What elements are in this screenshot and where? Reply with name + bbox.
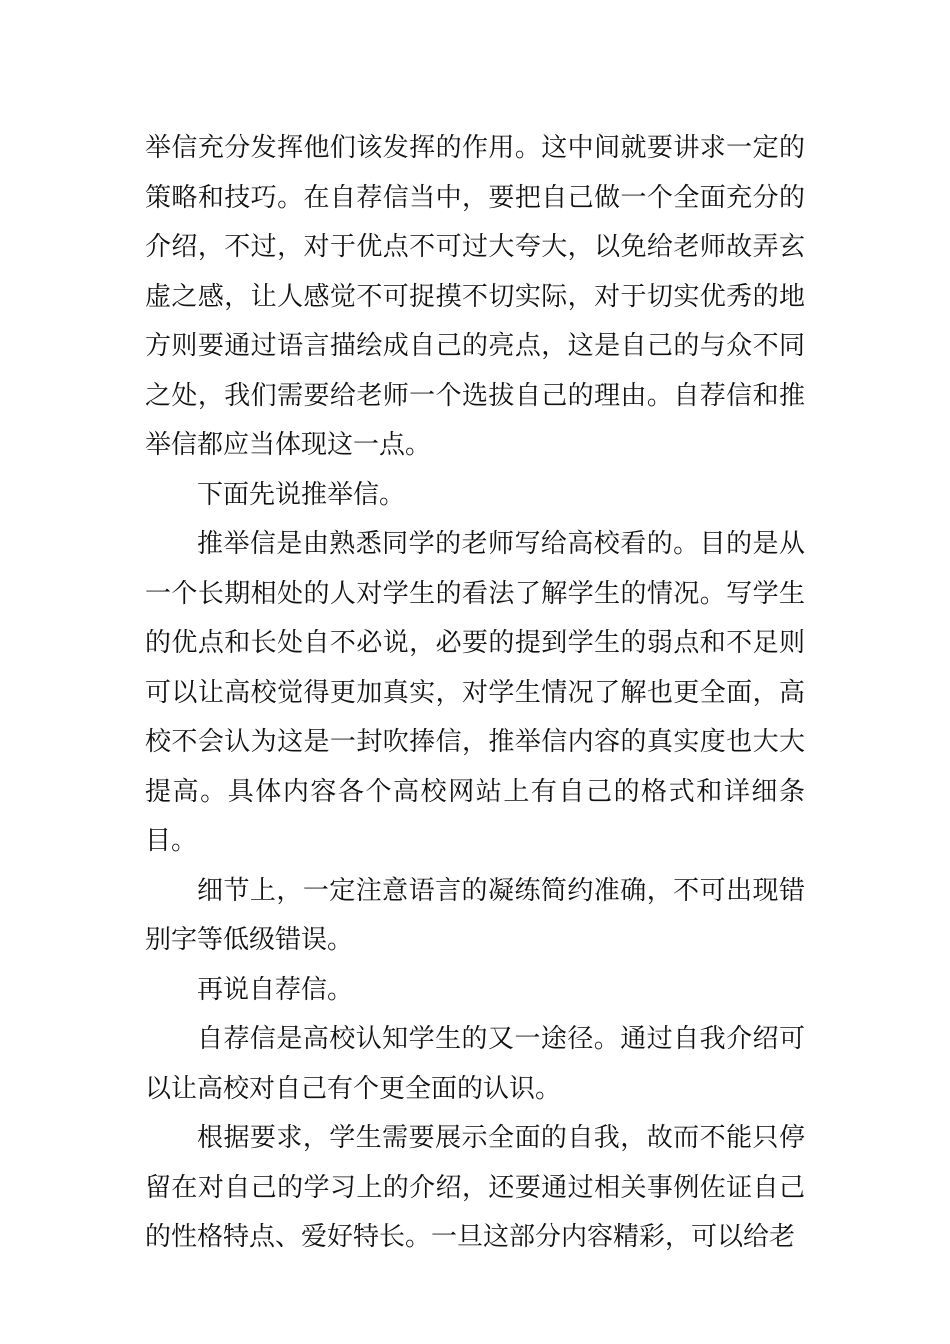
paragraph-requirements: 根据要求，学生需要展示全面的自我，故而不能只停留在对自己的学习上的介绍，还要通过相关事例佐证自己的性格特点、爱好特长。一旦这部分内容精彩，可以给老: [145, 1123, 805, 1252]
paragraph-self-recommendation-heading: 再说自荐信。: [197, 974, 354, 1005]
paragraph-details-note: 细节上，一定注意语言的凝练简约准确，不可出现错别字等低级错误。: [145, 875, 805, 955]
document-body: [145, 124, 805, 1263]
paragraph-self-recommendation-body: 自荐信是高校认知学生的又一途径。通过自我介绍可以让高校对自己有个更全面的认识。: [145, 1024, 805, 1104]
paragraph-recommendation-heading: 下面先说推举信。: [197, 479, 406, 510]
paragraph-intro: 举信充分发挥他们该发挥的作用。这中间就要讲求一定的策略和技巧。在自荐信当中，要把自己做一个全面充分的介绍，不过，对于优点不可过大夸大，以免给老师故弄玄虚之感，让人感觉不可捉摸不切实际，对于切实优秀的地方则要通过语言描绘成自己的亮点，这是自己的与众不同之处，我们需要给老师一个选拔自己的理由。自荐信和推举信都应当体现这一点。: [145, 133, 805, 460]
paragraph-recommendation-body: 推举信是由熟悉同学的老师写给高校看的。目的是从一个长期相处的人对学生的看法了解学生的情况。写学生的优点和长处自不必说，必要的提到学生的弱点和不足则可以让高校觉得更加真实，对学生情况了解也更全面，高校不会认为这是一封吹捧信，推举信内容的真实度也大大提高。具体内容各个高校网站上有自己的格式和详细条目。: [145, 529, 805, 856]
